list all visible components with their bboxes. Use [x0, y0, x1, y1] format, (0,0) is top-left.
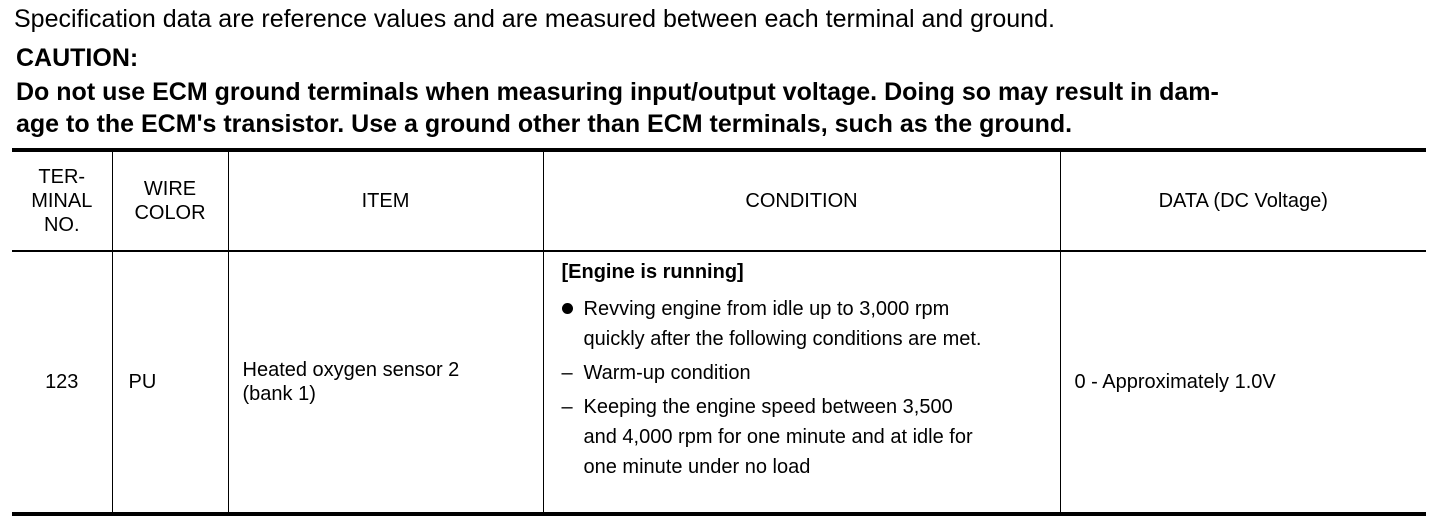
header-item: ITEM	[228, 150, 543, 251]
caution-line-1: Do not use ECM ground terminals when measuring input/output voltage. Doing so may result in dam-	[16, 78, 1219, 106]
dash-icon: –	[561, 396, 573, 418]
caution-text	[16, 76, 1432, 140]
cell-wire-color: PU	[112, 251, 228, 514]
dash-icon: –	[561, 362, 573, 384]
condition-item: – Warm-up condition	[562, 358, 1048, 388]
bullet-icon	[562, 294, 580, 324]
table-row	[12, 251, 1426, 514]
header-data: DATA (DC Voltage)	[1060, 150, 1426, 251]
cell-item: Heated oxygen sensor 2 (bank 1)	[228, 251, 543, 514]
condition-title: [Engine is running]	[561, 261, 744, 283]
header-wire-color: WIRE COLOR	[112, 150, 228, 251]
header-condition: CONDITION	[543, 150, 1060, 251]
intro-text: Specification data are reference values and are measured between each terminal and ground.	[14, 5, 1055, 33]
table-header-row	[12, 150, 1426, 251]
caution-line-2: age to the ECM's transistor. Use a ground other than ECM terminals, such as the ground.	[16, 110, 1073, 138]
cell-terminal-no: 123	[12, 251, 112, 514]
condition-item: Revving engine from idle up to 3,000 rpm quickly after the following conditions are met.	[562, 294, 1048, 354]
cell-data: 0 - Approximately 1.0V	[1060, 251, 1426, 514]
caution-title: CAUTION:	[16, 44, 139, 72]
terminal-spec-table	[12, 148, 1426, 516]
header-terminal-no: TER- MINAL NO.	[12, 150, 112, 251]
cell-condition	[543, 251, 1060, 514]
condition-item: – Keeping the engine speed between 3,500 and 4,000 rpm for one minute and at idle for one minute under no load	[562, 392, 1048, 482]
